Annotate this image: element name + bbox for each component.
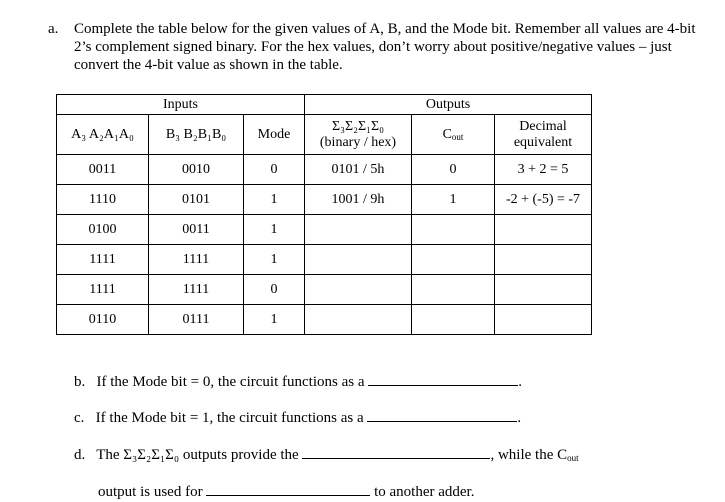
question-d-label: d. [74, 447, 86, 463]
question-c-text: If the Mode bit = 1, the circuit functions as a [95, 410, 364, 426]
question-b-text: If the Mode bit = 0, the circuit functions as a [96, 374, 365, 390]
b-value: 1111 [149, 275, 244, 305]
b-bits-header: B₃ B₂B₁B₀ [149, 115, 244, 155]
a-value: 1111 [57, 245, 149, 275]
sum-value: 0101 / 5h [305, 155, 412, 185]
a-bits-header: A₃ A₂A₁A₀ [57, 115, 149, 155]
question-c [74, 407, 521, 427]
question-e-text-b: to another adder. [374, 484, 475, 500]
cout-value[interactable] [412, 215, 495, 245]
mode-value: 1 [244, 185, 305, 215]
table-row [57, 215, 592, 245]
question-d-sub: out [567, 453, 579, 463]
outputs-group-header: Outputs [305, 95, 592, 115]
decimal-value: -2 + (-5) = -7 [495, 185, 592, 215]
part-a-text: Complete the table below for the given values of A, B, and the Mode bit. Remember all values are 4-bit 2’s complement signed binary. For the hex values, don’t worry about positive/negative values – just convert the 4-bit value as shown in the table. [74, 21, 696, 73]
a-value: 0110 [57, 305, 149, 335]
decimal-header [495, 115, 592, 155]
table-row [57, 185, 592, 215]
table-row [57, 305, 592, 335]
sum-value[interactable] [305, 245, 412, 275]
question-e-text-a: output is used for [98, 484, 203, 500]
sum-header-sub: (binary / hex) [319, 134, 397, 150]
mode-value: 1 [244, 305, 305, 335]
adder-table [56, 94, 592, 335]
decimal-header-line2: equivalent [513, 134, 573, 150]
b-value: 0010 [149, 155, 244, 185]
question-b-blank[interactable] [368, 371, 518, 386]
sum-value: 1001 / 9h [305, 185, 412, 215]
decimal-header-line1: Decimal [519, 118, 567, 134]
part-a-label: a. [48, 21, 59, 37]
b-value: 1111 [149, 245, 244, 275]
decimal-value: 3 + 2 = 5 [495, 155, 592, 185]
decimal-value[interactable] [495, 245, 592, 275]
sum-value[interactable] [305, 275, 412, 305]
cout-header-main: C [442, 126, 452, 142]
column-header-row [57, 115, 592, 155]
question-e-blank[interactable] [206, 481, 370, 496]
question-d-text-b: , while the C [490, 447, 568, 463]
cout-value[interactable] [412, 245, 495, 275]
mode-value: 0 [244, 155, 305, 185]
table-row [57, 275, 592, 305]
question-c-end: . [517, 410, 522, 426]
table-row [57, 245, 592, 275]
a-value: 1111 [57, 275, 149, 305]
mode-header: Mode [244, 115, 305, 155]
cout-value: 1 [412, 185, 495, 215]
mode-value: 1 [244, 245, 305, 275]
b-value: 0111 [149, 305, 244, 335]
sum-value[interactable] [305, 305, 412, 335]
b-value: 0011 [149, 215, 244, 245]
mode-value: 0 [244, 275, 305, 305]
question-c-blank[interactable] [367, 407, 517, 422]
decimal-value[interactable] [495, 275, 592, 305]
b-value: 0101 [149, 185, 244, 215]
sum-header-symbol: Σ₃Σ₂Σ₁Σ₀ [331, 118, 385, 134]
decimal-value[interactable] [495, 305, 592, 335]
question-d-text-a: The Σ₃Σ₂Σ₁Σ₀ outputs provide the [96, 447, 299, 463]
inputs-group-header: Inputs [57, 95, 305, 115]
mode-value: 1 [244, 215, 305, 245]
question-b [74, 371, 522, 391]
question-d [74, 444, 579, 464]
question-d-blank[interactable] [302, 444, 490, 459]
cout-header [412, 115, 495, 155]
a-value: 0100 [57, 215, 149, 245]
question-d-continued [98, 481, 474, 501]
decimal-value[interactable] [495, 215, 592, 245]
cout-value: 0 [412, 155, 495, 185]
sum-header [305, 115, 412, 155]
cout-header-sub: out [451, 131, 464, 142]
question-b-end: . [518, 374, 522, 390]
sum-value[interactable] [305, 215, 412, 245]
question-b-label: b. [74, 374, 86, 390]
a-value: 1110 [57, 185, 149, 215]
question-c-label: c. [74, 410, 85, 426]
a-value: 0011 [57, 155, 149, 185]
group-header-row [57, 95, 592, 115]
table-row [57, 155, 592, 185]
cout-value[interactable] [412, 275, 495, 305]
cout-value[interactable] [412, 305, 495, 335]
